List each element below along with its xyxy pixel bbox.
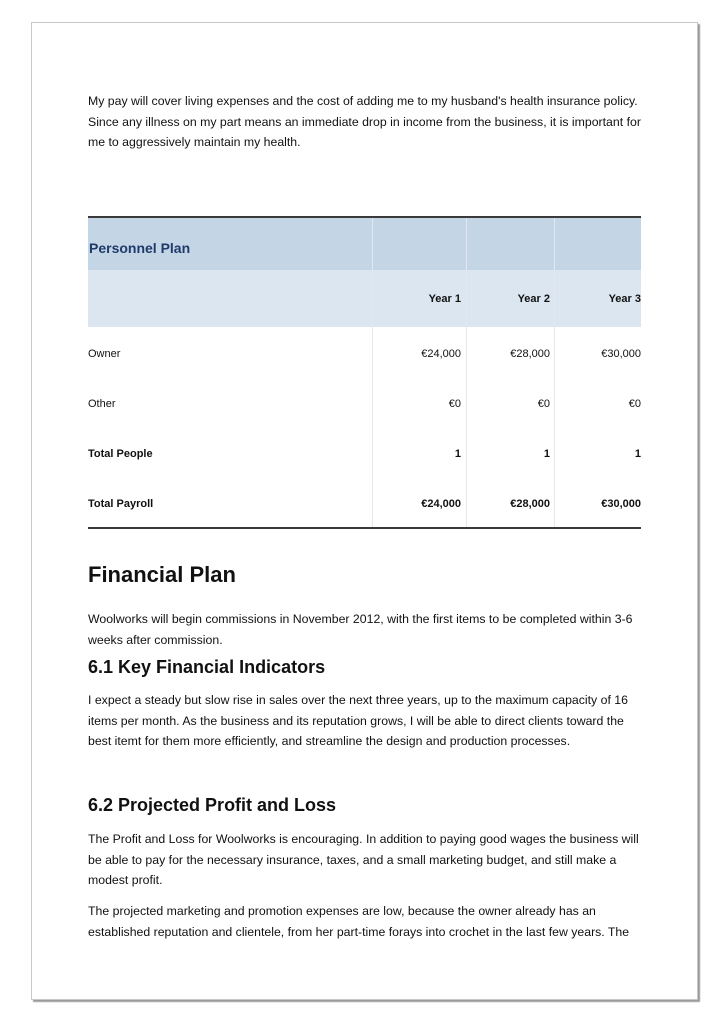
cell-value: €0 [537,398,550,410]
column-header-year-1: Year 1 [428,293,461,305]
profit-loss-paragraph-1: The Profit and Loss for Woolworks is encouraging. In addition to paying good wages the business will be able to pay for the necessary insurance, taxes, and a small marketing budget, and still make a modest profit. [88,832,639,887]
key-indicators-heading: 6.1 Key Financial Indicators [88,657,326,677]
table-row-other [88,377,641,427]
table-row-total-people [88,427,641,477]
personnel-plan-table [88,216,641,529]
financial-plan-paragraph: Woolworks will begin commissions in November 2012, with the first items to be completed within 3-6 weeks after commission. [88,612,633,647]
financial-plan-heading: Financial Plan [88,562,236,587]
cell-value: 1 [543,448,550,460]
intro-paragraph: My pay will cover living expenses and the cost of adding me to my husband's health insurance policy. Since any illness on my part means an immediate drop in income from the business, it is important for me to aggressively maintain my health. [88,94,641,149]
cell-value: €0 [628,398,641,410]
column-header-year-3: Year 3 [608,293,641,305]
cell-value: €24,000 [421,348,461,360]
profit-loss-paragraph-2: The projected marketing and promotion expenses are low, because the owner already has an established reputation and clientele, from her part-time forays into crochet in the last few years. The [88,904,630,939]
row-label: Total People [88,448,153,460]
column-divider [372,218,373,527]
table-row-total-payroll [88,477,641,527]
key-indicators-paragraph: I expect a steady but slow rise in sales over the next three years, up to the maximum capacity of 16 items per month. As the business and its reputation grows, I will be able to direct clients toward the best itemt for them more efficiently, and streamline the design and production processes. [88,693,628,748]
table-title-row [88,218,641,270]
cell-value: €30,000 [601,498,641,510]
cell-value: 1 [634,448,641,460]
cell-value: 1 [454,448,461,460]
cell-value: €28,000 [510,498,550,510]
row-label: Owner [88,348,121,360]
row-label: Total Payroll [88,498,154,510]
table-row-owner [88,327,641,377]
column-divider [554,218,555,527]
column-header-year-2: Year 2 [517,293,550,305]
row-label: Other [88,398,116,410]
cell-value: €0 [448,398,461,410]
table-title: Personnel Plan [89,240,191,256]
profit-loss-heading: 6.2 Projected Profit and Loss [88,795,337,815]
cell-value: €28,000 [510,348,550,360]
table-header-row [88,270,641,327]
column-divider [466,218,467,527]
cell-value: €24,000 [421,498,461,510]
cell-value: €30,000 [601,348,641,360]
